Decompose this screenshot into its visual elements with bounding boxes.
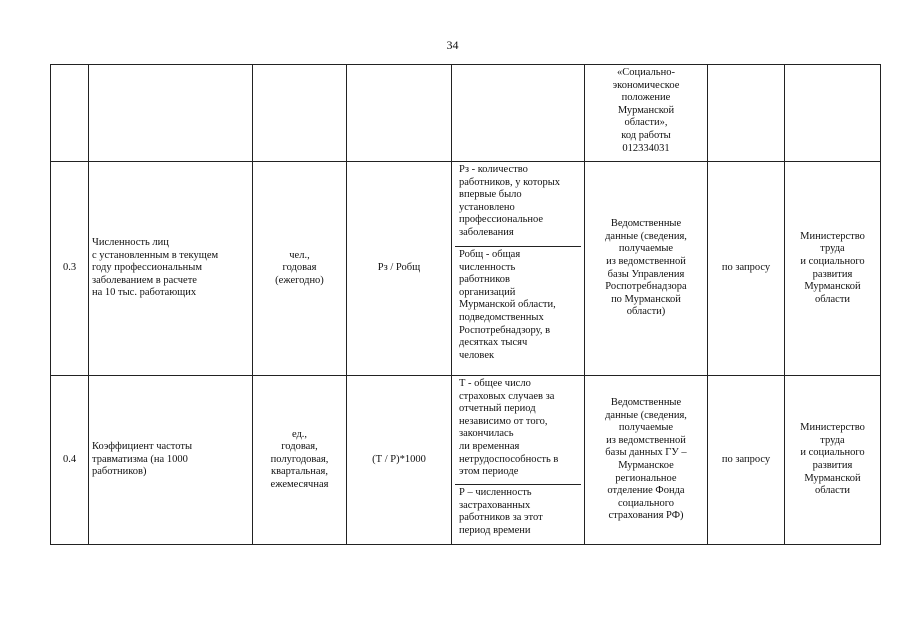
cell-source: Ведомственные данные (сведения, получаемые из ведомственной базы данных ГУ – Мурманское региональное отделение Фонда социального страхования РФ) (585, 376, 708, 545)
cell-name: Численность лиц с установленным в текущем году профессиональным заболеванием в расчете на 10 тыс. работающих (89, 162, 253, 376)
definition-text: Рз - количество работников, у которых впервые было установлено профессиональное заболевания (459, 164, 561, 238)
cell-source: «Социально- экономическое положение Мурманской области», код работы 012334031 (585, 65, 708, 162)
cell-defs (452, 65, 585, 162)
definition-text: Р – численность застрахованных работников за этот период времени (455, 484, 581, 544)
cell-num: 0.3 (51, 162, 89, 376)
cell-responsible: Министерство труда и социального развития Мурманской области (785, 376, 881, 545)
indicator-table (50, 64, 881, 545)
cell-defs (452, 162, 585, 376)
cell-frequency: по запросу (708, 376, 785, 545)
cell-num: 0.4 (51, 376, 89, 545)
cell-name (89, 65, 253, 162)
cell-frequency: по запросу (708, 162, 785, 376)
definition-text: Т - общее число страховых случаев за отчетный период независимо от того, закончилась ли временная нетрудоспособность в этом периоде (459, 378, 559, 478)
cell-source: Ведомственные данные (сведения, получаемые из ведомственной базы Управления Роспотребнадзора по Мурманской области) (585, 162, 708, 376)
cell-unit: чел., годовая (ежегодно) (253, 162, 347, 376)
cell-name: Коэффициент частоты травматизма (на 1000 работников) (89, 376, 253, 545)
cell-responsible: Министерство труда и социального развития Мурманской области (785, 162, 881, 376)
cell-unit (253, 65, 347, 162)
cell-formula (347, 65, 452, 162)
table-row (51, 376, 881, 545)
cell-formula: Рз / Робщ (347, 162, 452, 376)
cell-responsible (785, 65, 881, 162)
table-row-continuation (51, 65, 881, 162)
cell-frequency (708, 65, 785, 162)
definition-text: Робщ - общая численность работников организаций Мурманской области, подведомственных Роспотребнадзору, в десятках тысяч человек (455, 246, 581, 375)
table-row (51, 162, 881, 376)
cell-defs (452, 376, 585, 545)
cell-num (51, 65, 89, 162)
page-number: 34 (446, 38, 459, 52)
cell-unit: ед., годовая, полугодовая, квартальная, ежемесячная (253, 376, 347, 545)
cell-formula: (Т / Р)*1000 (347, 376, 452, 545)
